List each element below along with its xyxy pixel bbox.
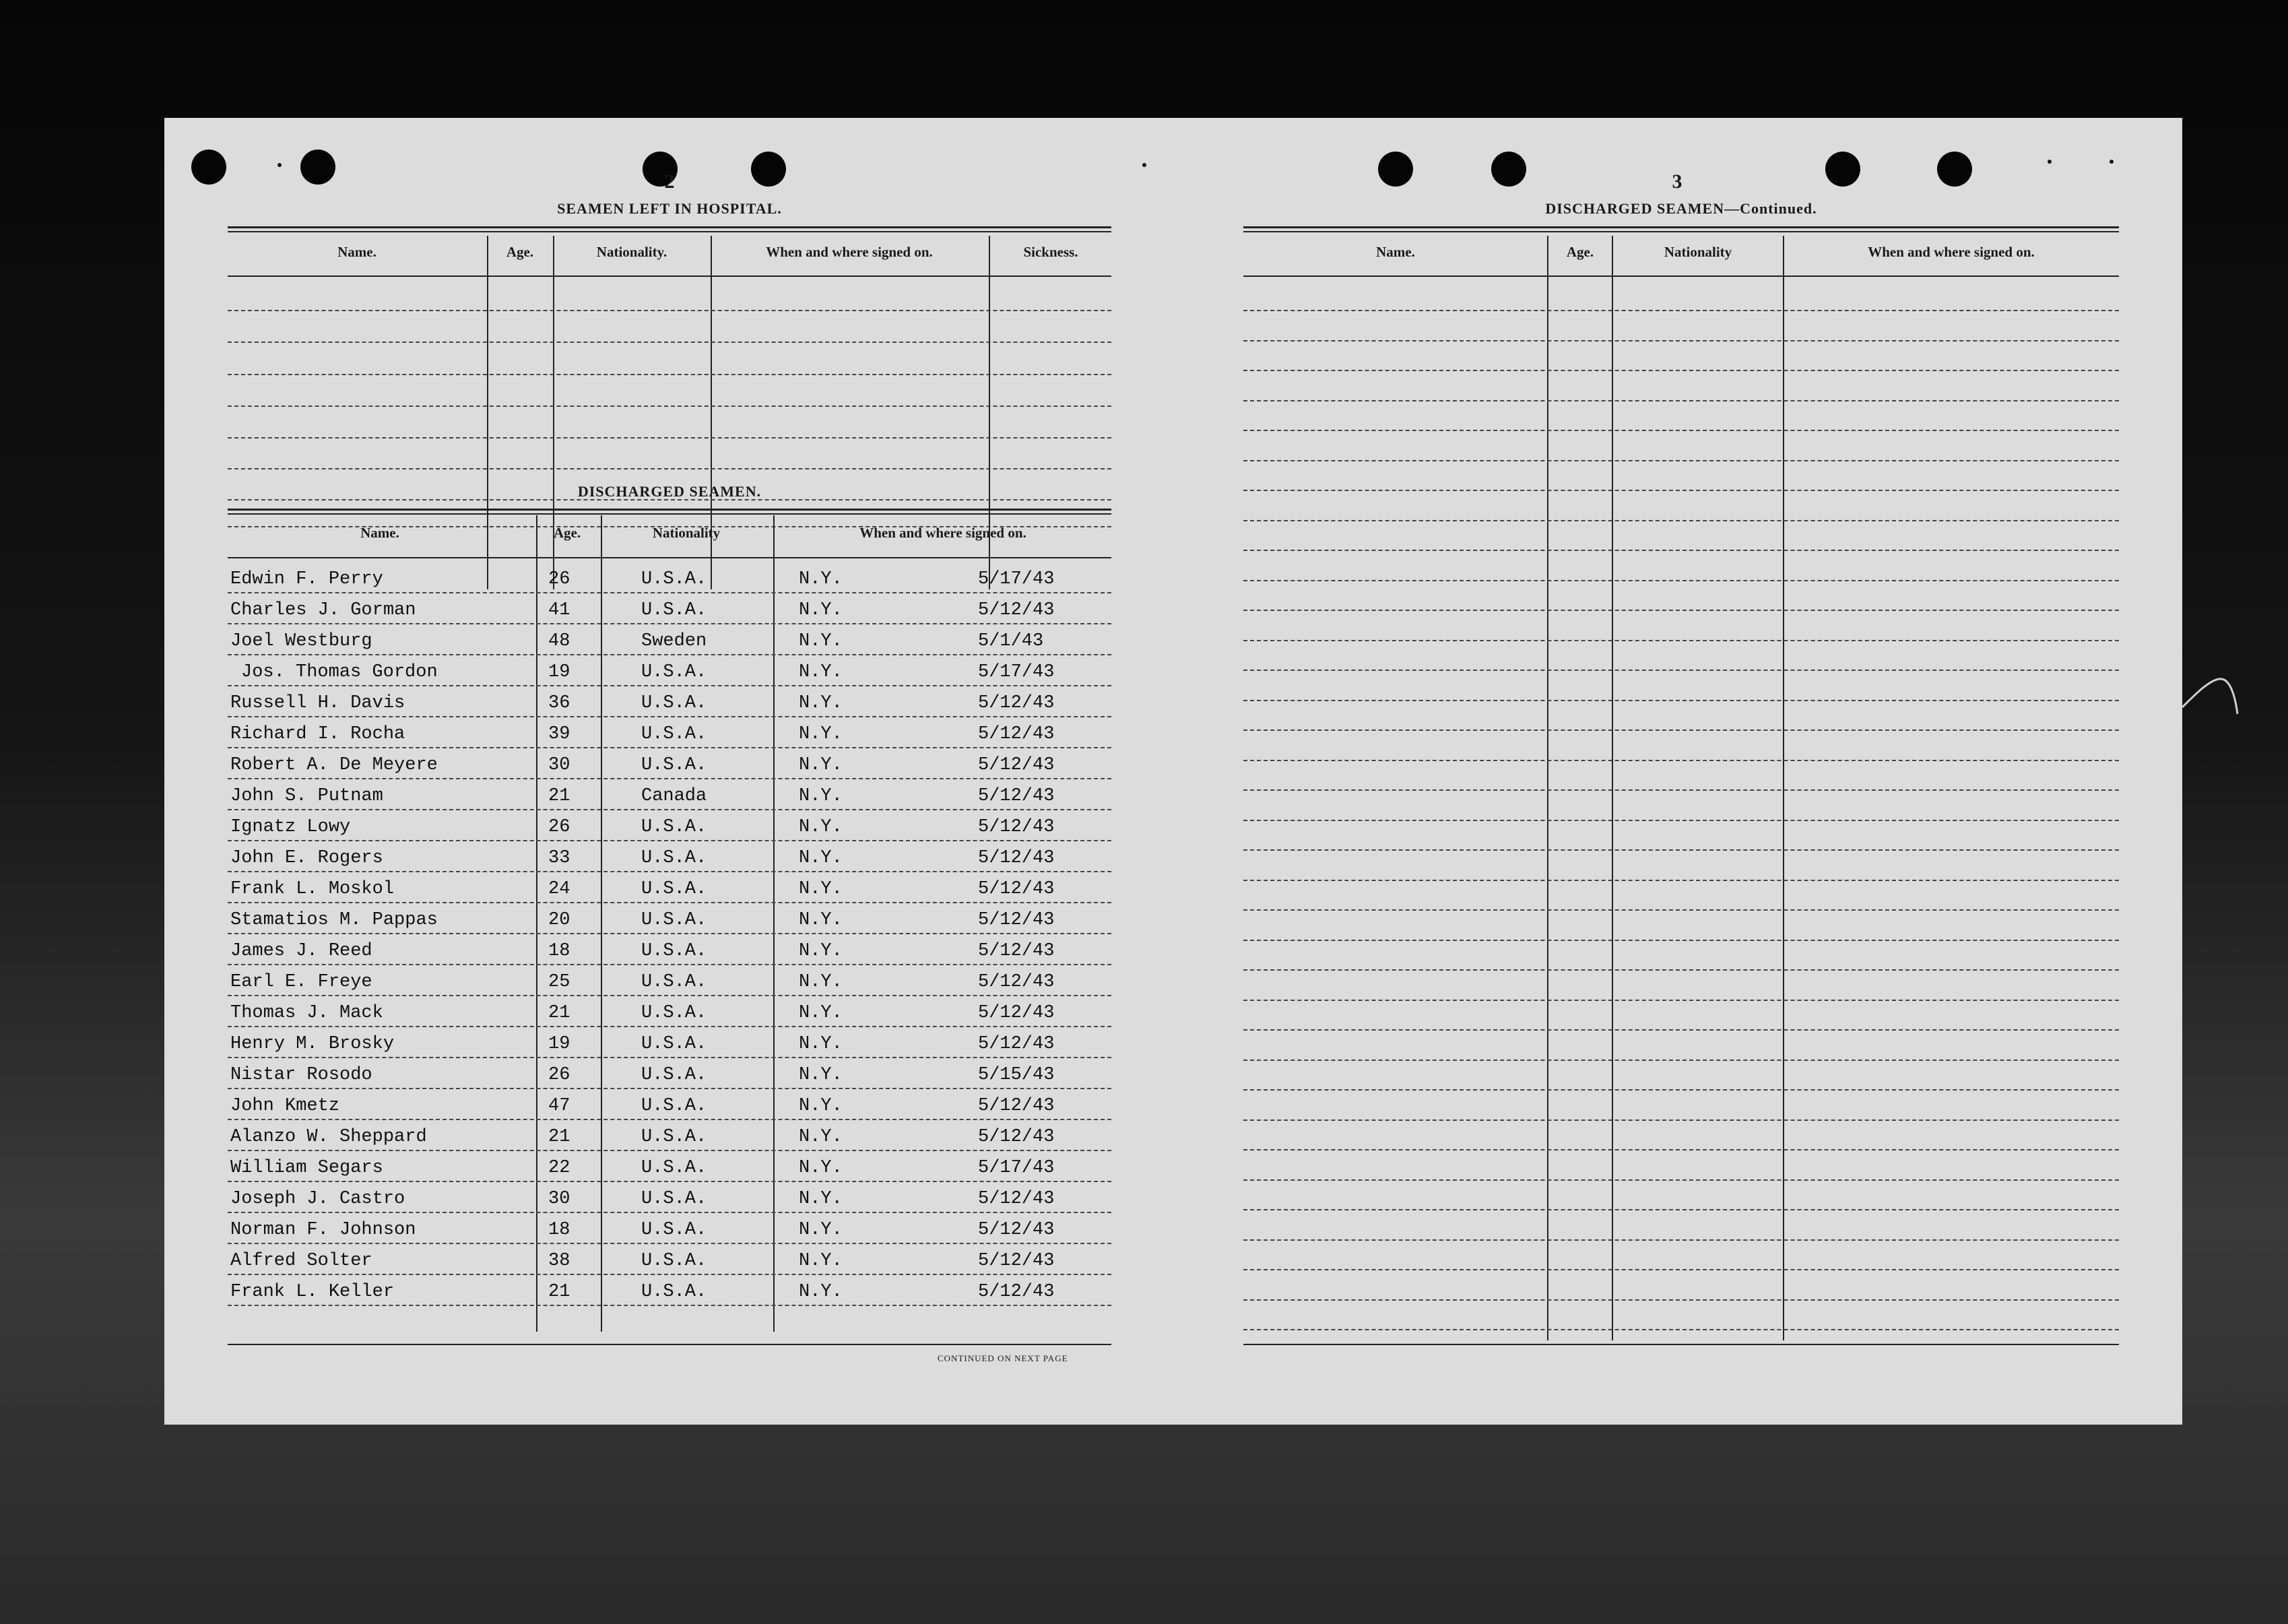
seaman-age: 26 [548, 569, 570, 589]
signed-on-place: N.Y. [799, 817, 843, 837]
seaman-age: 26 [548, 817, 570, 837]
entry-line [1243, 729, 2119, 731]
punch-hole [1378, 152, 1413, 187]
row-line [228, 1057, 1111, 1058]
entry-line [1243, 670, 2119, 671]
row-line [228, 1088, 1111, 1089]
entry-line [228, 310, 1111, 311]
entry-line [1243, 789, 2119, 791]
seaman-age: 21 [548, 1282, 570, 1302]
hospital-col-name: Name. [337, 244, 377, 260]
entry-line [1243, 1060, 2119, 1061]
seaman-name: Edwin F. Perry [230, 569, 383, 589]
hospital-section-title: SEAMEN LEFT IN HOSPITAL. [557, 200, 782, 217]
row-line [228, 809, 1111, 810]
entry-line [1243, 1119, 2119, 1121]
right-col-nationality: Nationality [1664, 244, 1732, 260]
seaman-nationality: U.S.A. [641, 755, 707, 775]
continued-footer: CONTINUED ON NEXT PAGE [938, 1353, 1068, 1363]
punch-hole [1825, 152, 1860, 187]
signed-on-place: N.Y. [799, 631, 843, 651]
discharged-col-nationality: Nationality [652, 525, 721, 541]
seaman-nationality: U.S.A. [641, 1158, 707, 1178]
column-divider [1547, 236, 1548, 1340]
bottom-rule [228, 1344, 1111, 1345]
seaman-name: John S. Putnam [230, 786, 383, 806]
seaman-nationality: Sweden [641, 631, 707, 651]
signed-on-place: N.Y. [799, 1282, 843, 1302]
signed-on-date: 5/17/43 [978, 569, 1055, 589]
row-line [228, 995, 1111, 996]
entry-line [1243, 940, 2119, 941]
seaman-nationality: U.S.A. [641, 1282, 707, 1302]
ledger-sheet [164, 118, 2182, 1425]
seaman-nationality: U.S.A. [641, 910, 707, 930]
row-line [228, 902, 1111, 903]
entry-line [1243, 610, 2119, 611]
signed-on-place: N.Y. [799, 569, 843, 589]
entry-line [1243, 400, 2119, 401]
column-divider [536, 515, 537, 1332]
seaman-name: Nistar Rosodo [230, 1065, 372, 1085]
seaman-name: Alanzo W. Sheppard [230, 1127, 427, 1147]
seaman-name: John E. Rogers [230, 848, 383, 868]
row-line [228, 933, 1111, 934]
seaman-age: 30 [548, 1189, 570, 1209]
seaman-name: Frank L. Moskol [230, 879, 395, 899]
entry-line [1243, 880, 2119, 881]
row-line [228, 1243, 1111, 1244]
seaman-name: Alfred Solter [230, 1251, 372, 1271]
signed-on-place: N.Y. [799, 1251, 843, 1271]
seaman-nationality: U.S.A. [641, 1189, 707, 1209]
seaman-name: Richard I. Rocha [230, 724, 405, 744]
seaman-nationality: U.S.A. [641, 1003, 707, 1023]
title-rule [228, 509, 1111, 515]
signed-on-place: N.Y. [799, 1189, 843, 1209]
signed-on-date: 5/12/43 [978, 848, 1055, 868]
seaman-age: 19 [548, 1034, 570, 1054]
discharged-col-age: Age. [553, 525, 581, 541]
signed-on-place: N.Y. [799, 693, 843, 713]
header-rule [228, 275, 1111, 277]
entry-line [1243, 520, 2119, 521]
row-line [228, 1150, 1111, 1151]
seaman-nationality: U.S.A. [641, 662, 707, 682]
signed-on-place: N.Y. [799, 755, 843, 775]
entry-line [1243, 820, 2119, 821]
seaman-name: Thomas J. Mack [230, 1003, 383, 1023]
column-divider [601, 515, 602, 1332]
seaman-nationality: U.S.A. [641, 1251, 707, 1271]
seaman-age: 39 [548, 724, 570, 744]
seaman-age: 41 [548, 600, 570, 620]
entry-line [1243, 310, 2119, 311]
signed-on-date: 5/12/43 [978, 600, 1055, 620]
row-line [228, 1181, 1111, 1182]
entry-line [1243, 490, 2119, 491]
seaman-nationality: U.S.A. [641, 879, 707, 899]
seaman-age: 48 [548, 631, 570, 651]
row-line [228, 1212, 1111, 1213]
seaman-age: 47 [548, 1096, 570, 1116]
entry-line [1243, 1299, 2119, 1301]
seaman-nationality: U.S.A. [641, 1096, 707, 1116]
signed-on-place: N.Y. [799, 1065, 843, 1085]
hospital-col-signed-on: When and where signed on. [766, 244, 933, 260]
seaman-name: James J. Reed [230, 941, 372, 961]
signed-on-date: 5/17/43 [978, 662, 1055, 682]
signed-on-date: 5/12/43 [978, 1189, 1055, 1209]
punch-hole [191, 150, 226, 185]
entry-line [1243, 640, 2119, 641]
seaman-name: Ignatz Lowy [230, 817, 351, 837]
seaman-name: Joseph J. Castro [230, 1189, 405, 1209]
signed-on-place: N.Y. [799, 910, 843, 930]
hospital-col-age: Age. [506, 244, 534, 260]
signed-on-place: N.Y. [799, 879, 843, 899]
seaman-nationality: U.S.A. [641, 1220, 707, 1240]
signed-on-date: 5/12/43 [978, 879, 1055, 899]
entry-line [1243, 370, 2119, 371]
seaman-age: 26 [548, 1065, 570, 1085]
signed-on-date: 5/12/43 [978, 910, 1055, 930]
row-line [228, 871, 1111, 872]
signed-on-date: 5/12/43 [978, 1096, 1055, 1116]
signed-on-place: N.Y. [799, 1127, 843, 1147]
entry-line [1243, 1179, 2119, 1181]
seaman-name: Jos. Thomas Gordon [241, 662, 438, 682]
header-rule [228, 557, 1111, 558]
entry-line [1243, 1239, 2119, 1241]
title-rule [1243, 226, 2119, 232]
hospital-col-sickness: Sickness. [1023, 244, 1078, 260]
edge-mark [2182, 667, 2243, 721]
signed-on-date: 5/12/43 [978, 724, 1055, 744]
seaman-name: Charles J. Gorman [230, 600, 416, 620]
entry-line [228, 374, 1111, 375]
seaman-age: 21 [548, 1003, 570, 1023]
signed-on-date: 5/12/43 [978, 693, 1055, 713]
speck [1142, 163, 1146, 167]
row-line [228, 1274, 1111, 1275]
row-line [228, 592, 1111, 593]
row-line [228, 1119, 1111, 1120]
seaman-age: 21 [548, 1127, 570, 1147]
entry-line [1243, 969, 2119, 971]
seaman-age: 24 [548, 879, 570, 899]
entry-line [1243, 1269, 2119, 1270]
entry-line [1243, 760, 2119, 761]
seaman-nationality: U.S.A. [641, 972, 707, 992]
seaman-nationality: U.S.A. [641, 1065, 707, 1085]
entry-line [1243, 550, 2119, 551]
punch-hole [751, 152, 786, 187]
signed-on-date: 5/12/43 [978, 817, 1055, 837]
seaman-age: 38 [548, 1251, 570, 1271]
seaman-age: 36 [548, 693, 570, 713]
seaman-nationality: U.S.A. [641, 1034, 707, 1054]
entry-line [228, 437, 1111, 439]
entry-line [1243, 460, 2119, 461]
seaman-nationality: U.S.A. [641, 941, 707, 961]
entry-line [1243, 909, 2119, 911]
seaman-name: William Segars [230, 1158, 383, 1178]
discharged-section-title: DISCHARGED SEAMEN. [577, 483, 762, 500]
row-line [228, 623, 1111, 624]
speck [277, 163, 282, 167]
seaman-name: Stamatios M. Pappas [230, 910, 438, 930]
signed-on-date: 5/17/43 [978, 1158, 1055, 1178]
row-line [228, 747, 1111, 748]
signed-on-place: N.Y. [799, 1034, 843, 1054]
seaman-age: 25 [548, 972, 570, 992]
row-line [228, 685, 1111, 686]
hospital-col-nationality: Nationality. [596, 244, 667, 260]
discharged-col-name: Name. [360, 525, 399, 541]
row-line [228, 840, 1111, 841]
punch-hole [1491, 152, 1526, 187]
entry-line [228, 342, 1111, 343]
seaman-nationality: U.S.A. [641, 693, 707, 713]
signed-on-place: N.Y. [799, 848, 843, 868]
seaman-age: 21 [548, 786, 570, 806]
signed-on-date: 5/12/43 [978, 1220, 1055, 1240]
right-col-signed-on: When and where signed on. [1868, 244, 2035, 260]
entry-line [228, 405, 1111, 407]
right-col-age: Age. [1566, 244, 1594, 260]
entry-line [1243, 849, 2119, 851]
signed-on-date: 5/15/43 [978, 1065, 1055, 1085]
seaman-age: 22 [548, 1158, 570, 1178]
entry-line [228, 468, 1111, 469]
right-section-title: DISCHARGED SEAMEN—Continued. [1545, 200, 1817, 217]
seaman-nationality: U.S.A. [641, 1127, 707, 1147]
punch-hole [1937, 152, 1972, 187]
seaman-age: 18 [548, 1220, 570, 1240]
row-line [228, 778, 1111, 779]
column-divider [773, 515, 775, 1332]
row-line [228, 654, 1111, 655]
signed-on-place: N.Y. [799, 1096, 843, 1116]
seaman-nationality: U.S.A. [641, 600, 707, 620]
row-line [228, 1305, 1111, 1306]
signed-on-date: 5/12/43 [978, 1282, 1055, 1302]
entry-line [1243, 1209, 2119, 1210]
seaman-age: 30 [548, 755, 570, 775]
seaman-name: Earl E. Freye [230, 972, 372, 992]
signed-on-date: 5/1/43 [978, 631, 1044, 651]
entry-line [1243, 1329, 2119, 1330]
signed-on-date: 5/12/43 [978, 1003, 1055, 1023]
entry-line [1243, 1029, 2119, 1031]
entry-line [1243, 1000, 2119, 1001]
signed-on-place: N.Y. [799, 600, 843, 620]
seaman-name: Frank L. Keller [230, 1282, 395, 1302]
row-line [228, 716, 1111, 717]
signed-on-place: N.Y. [799, 1003, 843, 1023]
speck [2048, 160, 2052, 164]
page-number: 2 [664, 170, 675, 193]
row-line [228, 1026, 1111, 1027]
right-col-name: Name. [1376, 244, 1415, 260]
seaman-name: Henry M. Brosky [230, 1034, 395, 1054]
bottom-rule [1243, 1344, 2119, 1345]
entry-line [1243, 1089, 2119, 1091]
signed-on-place: N.Y. [799, 662, 843, 682]
punch-hole [300, 150, 335, 185]
seaman-nationality: U.S.A. [641, 848, 707, 868]
seaman-age: 18 [548, 941, 570, 961]
seaman-name: Robert A. De Meyere [230, 755, 438, 775]
signed-on-date: 5/12/43 [978, 1251, 1055, 1271]
seaman-name: Norman F. Johnson [230, 1220, 416, 1240]
entry-line [1243, 1149, 2119, 1150]
column-divider [1612, 236, 1613, 1340]
signed-on-place: N.Y. [799, 724, 843, 744]
entry-line [1243, 580, 2119, 581]
signed-on-date: 5/12/43 [978, 941, 1055, 961]
header-rule [1243, 275, 2119, 277]
page-number: 3 [1672, 170, 1682, 193]
signed-on-date: 5/12/43 [978, 755, 1055, 775]
speck [2110, 160, 2114, 164]
seaman-name: John Kmetz [230, 1096, 340, 1116]
entry-line [1243, 430, 2119, 431]
signed-on-place: N.Y. [799, 786, 843, 806]
seaman-nationality: U.S.A. [641, 817, 707, 837]
seaman-name: Russell H. Davis [230, 693, 405, 713]
signed-on-date: 5/12/43 [978, 786, 1055, 806]
column-divider [1783, 236, 1784, 1340]
signed-on-date: 5/12/43 [978, 1034, 1055, 1054]
title-rule [228, 226, 1111, 232]
signed-on-place: N.Y. [799, 941, 843, 961]
discharged-col-signed-on: When and where signed on. [859, 525, 1026, 541]
signed-on-place: N.Y. [799, 1158, 843, 1178]
seaman-nationality: U.S.A. [641, 569, 707, 589]
signed-on-date: 5/12/43 [978, 1127, 1055, 1147]
seaman-nationality: U.S.A. [641, 724, 707, 744]
seaman-name: Joel Westburg [230, 631, 372, 651]
signed-on-place: N.Y. [799, 972, 843, 992]
signed-on-place: N.Y. [799, 1220, 843, 1240]
entry-line [1243, 340, 2119, 342]
signed-on-date: 5/12/43 [978, 972, 1055, 992]
row-line [228, 964, 1111, 965]
seaman-age: 19 [548, 662, 570, 682]
seaman-age: 20 [548, 910, 570, 930]
seaman-age: 33 [548, 848, 570, 868]
entry-line [1243, 700, 2119, 701]
seaman-nationality: Canada [641, 786, 707, 806]
